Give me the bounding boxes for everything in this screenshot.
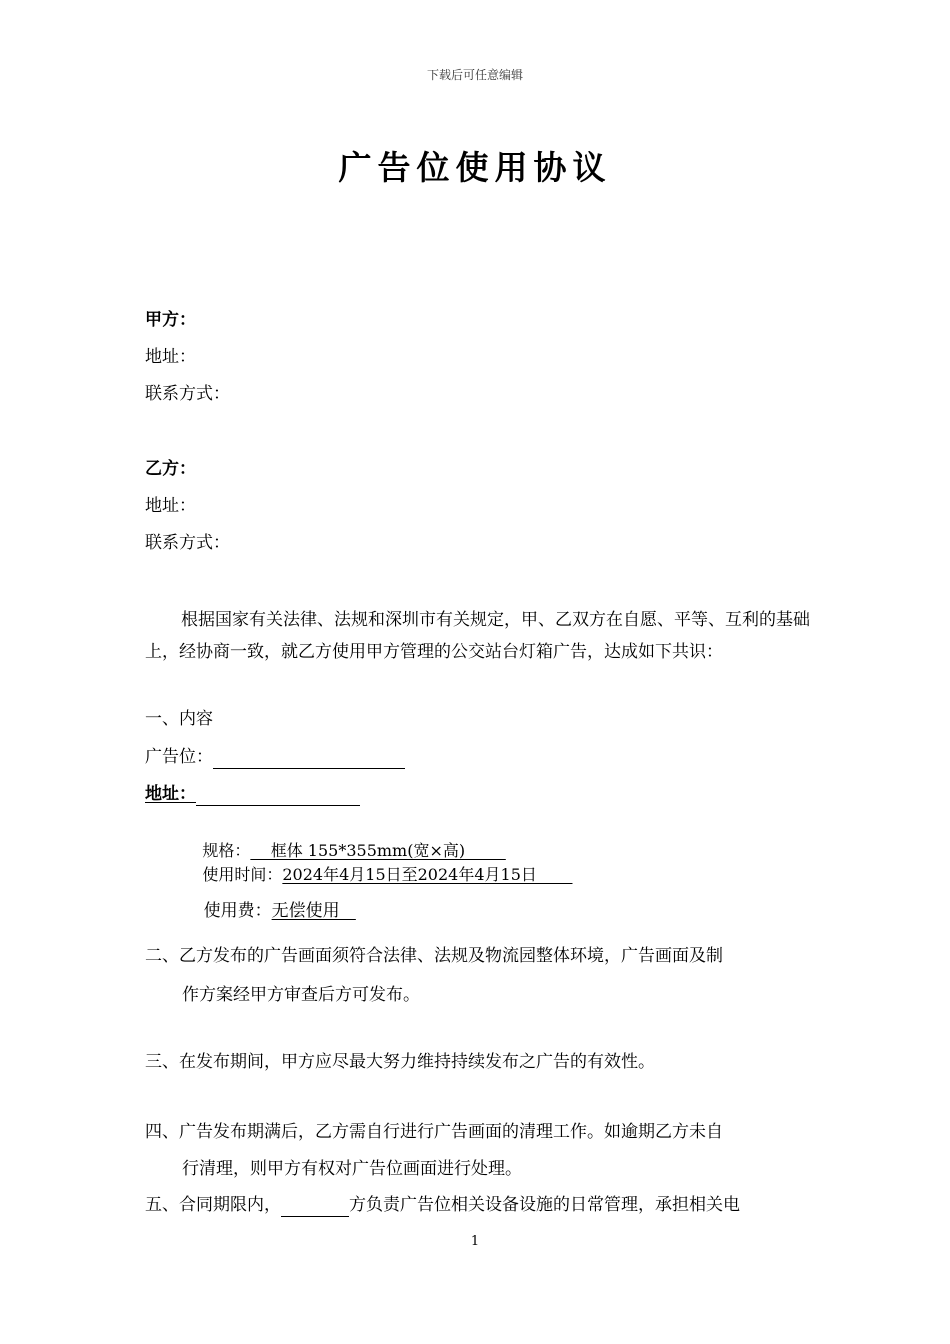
page-number: 1 (470, 1234, 480, 1249)
party-b-address-label: 地址： (145, 496, 196, 516)
address-row (145, 782, 360, 806)
fee-value: 无偿使用 (271, 901, 356, 921)
spec-value: 框体 155*355mm(宽×高) (250, 841, 506, 860)
time-value: 2024年4月15日至2024年4月15日 (282, 865, 573, 884)
intro-paragraph: 根据国家有关法律、法规和深圳市有关规定，甲、乙双方在自愿、平等、互利的基础上，经协商一致，就乙方使用甲方管理的公交站台灯箱广告，达成如下共识： (145, 610, 810, 662)
ad-position-row (145, 745, 405, 769)
ad-position-label: 广告位： (145, 747, 213, 767)
section-1-heading: 一、内容 (145, 709, 213, 729)
section-4-line-1: 四、广告发布期满后，乙方需自行进行广告画面的清理工作。如逾期乙方未自 (145, 1122, 723, 1142)
address-blank (196, 785, 360, 806)
party-b-contact-label: 联系方式： (145, 533, 230, 553)
section-5-blank (281, 1196, 349, 1217)
address-label: 地址： (145, 784, 196, 804)
fee-row (182, 875, 356, 947)
section-5-prefix: 五、合同期限内， (145, 1195, 281, 1215)
party-a-label: 甲方： (145, 310, 196, 330)
party-a-address-label: 地址： (145, 347, 196, 367)
time-label: 使用时间： (202, 865, 283, 884)
document-title: 广告位使用协议 (338, 148, 612, 187)
fee-label: 使用费： (203, 901, 272, 921)
spec-label: 规格： (202, 841, 251, 860)
section-4-line-2: 行清理，则甲方有权对广告位画面进行处理。 (182, 1159, 522, 1179)
section-3-line-1: 三、在发布期间，甲方应尽最大努力维持持续发布之广告的有效性。 (145, 1052, 655, 1072)
party-a-contact-label: 联系方式： (145, 384, 230, 404)
page-header-note: 下载后可任意编辑 (426, 68, 523, 82)
ad-position-blank (213, 748, 405, 769)
section-2-line-2: 作方案经甲方审查后方可发布。 (182, 985, 420, 1005)
section-2-line-1: 二、乙方发布的广告画面须符合法律、法规及物流园整体环境，广告画面及制 (145, 946, 723, 966)
section-5-suffix: 方负责广告位相关设备设施的日常管理，承担相关电 (349, 1195, 740, 1215)
section-5-line-1 (145, 1193, 740, 1217)
party-b-label: 乙方： (145, 459, 196, 479)
